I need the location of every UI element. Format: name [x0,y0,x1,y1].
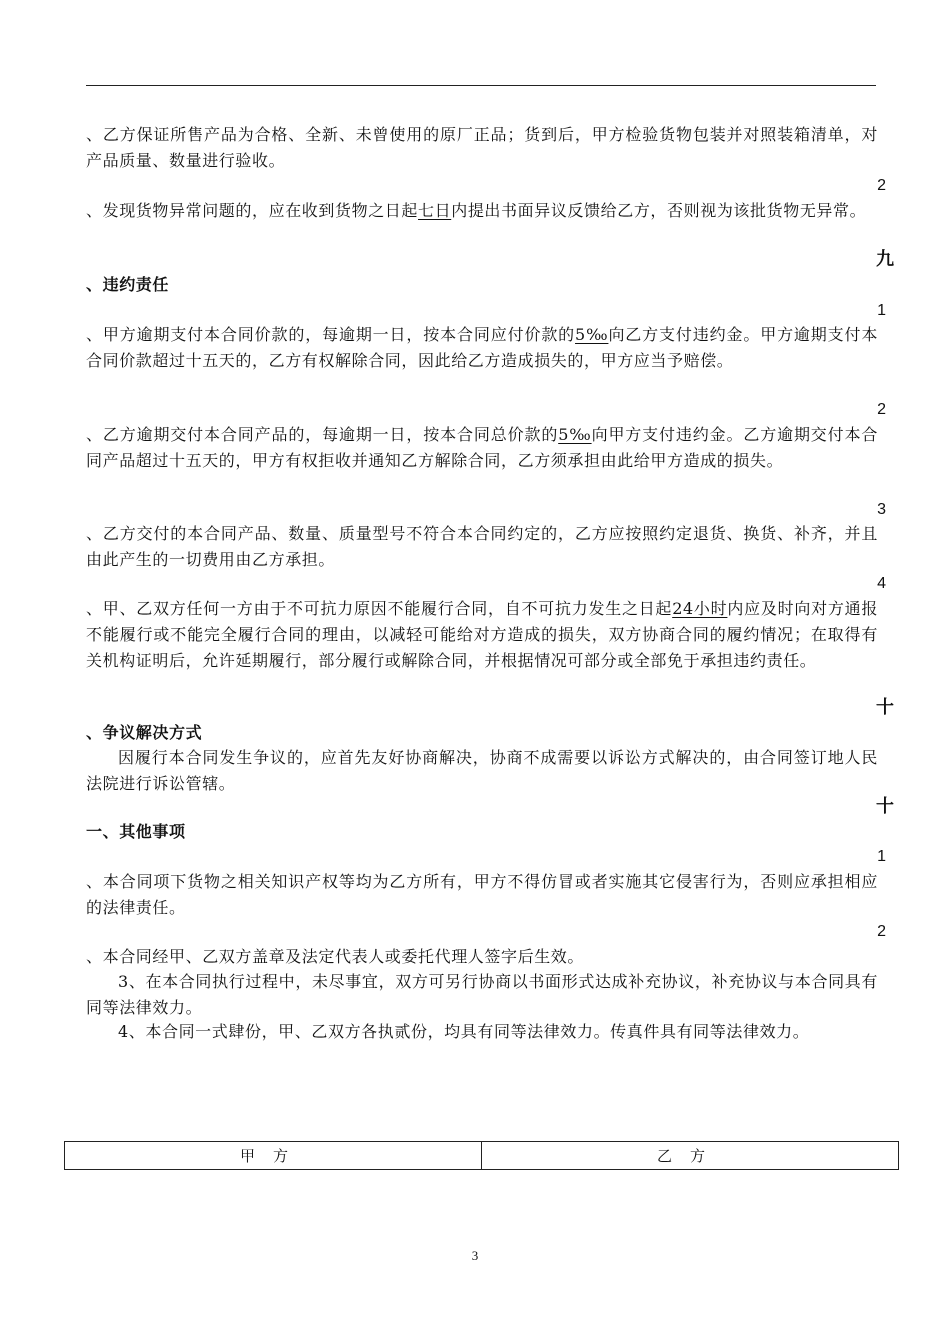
signature-table [64,1141,899,1170]
underlined-term: 七日 [418,201,452,220]
clause-paragraph: 、甲、乙双方任何一方由于不可抗力原因不能履行合同，自不可抗力发生之日起24小时内应及时向对方通报不能履行或不能完全履行合同的理由，以减轻可能给对方造成的损失，双方协商合同的履约情况；在取得有关机构证明后，允许延期履行，部分履行或解除合同，并根据情况可部分或全部免于承担违约责任。 [86,599,878,670]
page-number: 3 [471,1248,479,1263]
clause-paragraph: 因履行本合同发生争议的，应首先友好协商解决，协商不成需要以诉讼方式解决的，由合同签订地人民法院进行诉讼管辖。 [86,748,878,793]
section-heading: 一、其他事项 [86,822,186,841]
clause-paragraph: 、乙方交付的本合同产品、数量、质量型号不符合本合同约定的，乙方应按照约定退货、换货、补齐，并且由此产生的一切费用由乙方承担。 [86,524,878,569]
clause-number: 2 [877,923,886,940]
underlined-term: 5‰ [575,325,609,344]
clause-paragraph: 、乙方逾期交付本合同产品的，每逾期一日，按本合同总价款的5‰向甲方支付违约金。乙方逾期交付本合同产品超过十五天的，甲方有权拒收并通知乙方解除合同，乙方须承担由此给甲方造成的损失。 [86,425,878,470]
section-heading: 、争议解决方式 [86,723,203,742]
clause-paragraph: 3、在本合同执行过程中，未尽事宜，双方可另行协商以书面形式达成补充协议，补充协议与本合同具有同等法律效力。 [86,972,878,1017]
clause-number: 2 [877,401,886,418]
clause-paragraph: 、甲方逾期支付本合同价款的，每逾期一日，按本合同应付价款的5‰向乙方支付违约金。甲方逾期支付本合同价款超过十五天的，乙方有权解除合同，因此给乙方造成损失的，甲方应当予赔偿。 [86,325,878,370]
underlined-term: 5‰ [558,425,592,444]
clause-paragraph: 、本合同经甲、乙双方盖章及法定代表人或委托代理人签字后生效。 [86,947,585,966]
clause-paragraph: 、本合同项下货物之相关知识产权等均为乙方所有，甲方不得仿冒或者实施其它侵害行为，否则应承担相应的法律责任。 [86,872,878,917]
header-rule [86,85,876,86]
party-a-cell: 甲方 [65,1142,482,1170]
clause-number: 1 [877,848,886,865]
underlined-term: 24小时 [672,599,728,618]
section-heading: 、违约责任 [86,275,170,294]
clause-paragraph: 4、本合同一式肆份，甲、乙双方各执贰份，均具有同等法律效力。传真件具有同等法律效力。 [118,1022,810,1041]
clause-paragraph: 、乙方保证所售产品为合格、全新、未曾使用的原厂正品；货到后，甲方检验货物包装并对照装箱清单，对产品质量、数量进行验收。 [86,125,878,170]
party-b-cell: 乙方 [482,1142,899,1170]
clause-number: 1 [877,302,886,319]
chapter-number: 九 [876,249,894,270]
clause-paragraph: 、发现货物异常问题的，应在收到货物之日起七日内提出书面异议反馈给乙方，否则视为该批货物无异常。 [86,201,867,220]
clause-number: 2 [877,177,886,194]
chapter-number: 十 [876,796,894,817]
clause-number: 4 [877,575,886,592]
clause-number: 3 [877,501,886,518]
chapter-number: 十 [876,697,894,718]
